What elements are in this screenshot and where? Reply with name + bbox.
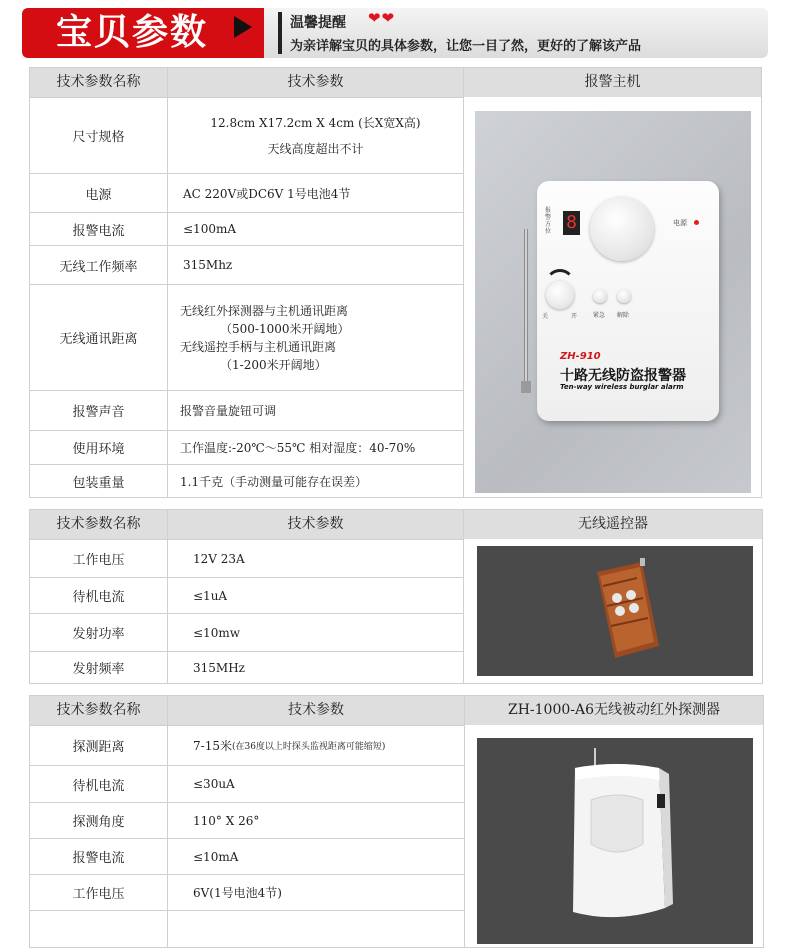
row-value: 1.1千克（手动测量可能存在误差） [180,474,368,489]
table-header-name: 技术参数名称 [30,510,167,539]
distance-value: 7-15米 [193,739,232,753]
row-label: 使用环境 [72,442,125,457]
heart-icon: ❤❤ [368,9,396,27]
row-label: 发射功率 [72,627,125,642]
knob-on-label: 开 [571,313,578,320]
row-value: AC 220V或DC6V 1号电池4节 [183,186,351,201]
table-header-value: 技术参数 [168,696,464,725]
table-header-product: 报警主机 [464,68,761,97]
table-row [30,173,463,212]
row-label: 电源 [85,187,112,203]
row-value [180,285,463,390]
row-label: 工作电压 [72,887,125,902]
digit-display: 8 [563,211,580,235]
table-header-value: 技术参数 [168,510,463,539]
table-row [30,97,463,173]
distance-line: 无线遥控手柄与主机通讯距离 [180,339,337,354]
row-value: ≤100mA [183,222,237,236]
knob-off-label: 关 [542,313,549,320]
device-body [537,181,719,421]
table-header-product: ZH-1000-A6无线被动红外探测器 [465,696,763,725]
table-row [30,577,463,613]
section-title: 宝贝参数 [55,12,208,53]
table-row [30,838,464,874]
distance-note: (在36度以上时探头监视距离可能缩短) [231,742,386,752]
row-value [193,726,385,765]
table-row [30,284,463,390]
row-value: ≤10mA [193,849,239,864]
volume-knob [546,281,574,309]
pir-detector-photo [477,738,753,944]
device-name-en: Ten-way wireless burglar alarm [560,383,684,391]
tip-title: 温馨提醒 [290,15,346,31]
divider [278,12,282,54]
row-label: 发射频率 [72,662,125,677]
remote-spec-table [29,509,763,684]
row-value: ≤1uA [193,588,228,603]
disarm-label: 解除 [617,312,630,319]
emergency-label: 紧急 [593,312,606,319]
table-row [30,802,464,838]
row-value: 工作温度:-20℃～55℃ 相对湿度：40-70% [180,441,416,455]
table-row [30,390,463,430]
table-row [30,212,463,245]
alarm-host-photo [475,111,751,493]
left-label: 报警方位 [545,207,552,235]
remote-control-icon [477,546,753,676]
row-value: 12V 23A [193,551,245,566]
power-label: 电源 [673,219,687,227]
row-label: 包装重量 [72,475,125,491]
row-label: 报警声音 [72,405,125,420]
row-value: ≤30uA [193,777,235,791]
row-label: 无线通讯距离 [59,332,138,347]
row-value [168,98,463,173]
table-row [30,464,463,497]
antenna-note: 天线高度超出不计 [267,141,364,156]
divider [464,696,465,947]
table-row [30,765,464,802]
table-row [30,613,463,651]
emergency-button [593,289,607,303]
triangle-icon [234,16,252,38]
device-name: 十路无线防盗报警器 [560,368,686,384]
table-row [30,651,463,683]
table-row [30,725,464,765]
row-label: 无线工作频率 [59,259,138,275]
row-value: ≤10mw [193,625,240,640]
size-value: 12.8cm X17.2cm X 4cm (长X宽X高) [210,115,421,130]
table-header-name: 技术参数名称 [30,68,167,97]
table-header-name: 技术参数名称 [30,696,167,725]
row-value: 315Mhz [183,258,233,272]
row-value: 报警音量旋钮可调 [180,404,277,418]
row-label: 待机电流 [72,590,125,605]
alarm-host-spec-table [29,67,762,498]
distance-line: （1-200米开阔地） [220,357,327,372]
row-label: 报警电流 [72,223,125,239]
row-value: 315MHz [193,660,245,675]
row-label: 报警电流 [72,851,125,866]
divider [463,68,464,497]
speaker-icon [590,197,654,261]
row-label: 探测角度 [72,815,125,830]
row-label: 待机电流 [72,778,125,794]
row-label: 尺寸规格 [72,130,125,145]
row-label: 探测距离 [72,740,125,755]
tip-text: 为亲详解宝贝的具体参数，让您一目了然，更好的了解该产品 [290,39,642,54]
table-row [30,539,463,577]
divider [463,510,464,683]
table-row [30,430,463,464]
table-row [30,874,464,910]
row-label: 工作电压 [72,553,125,568]
model-label: ZH-910 [560,351,601,362]
page-header [22,8,768,58]
title-banner [22,8,264,58]
remote-photo [477,546,753,676]
disarm-button [617,289,631,303]
pir-detector-icon [477,738,753,944]
table-row [30,910,464,947]
distance-line: 无线红外探测器与主机通讯距离 [180,303,349,318]
table-row [30,245,463,284]
row-value: 110° X 26° [193,813,260,828]
distance-line: （500-1000米开阔地） [220,321,350,336]
power-led-icon [694,220,699,225]
row-label [30,911,167,947]
row-value: 6V(1号电池4节) [193,886,282,900]
table-header-value: 技术参数 [168,68,463,97]
pir-detector-spec-table [29,695,764,948]
table-header-product: 无线遥控器 [464,510,762,539]
